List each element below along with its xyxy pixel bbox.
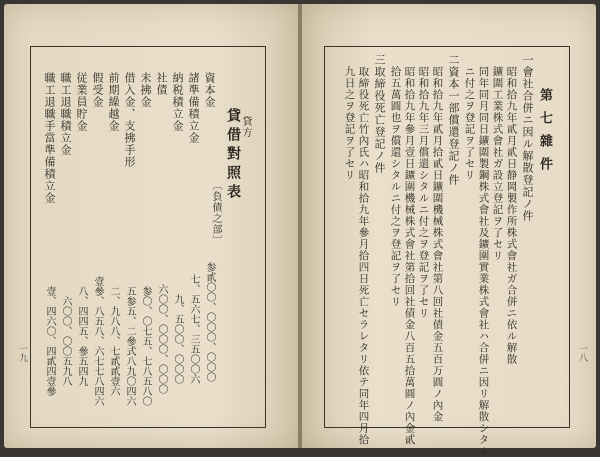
section-line: 昭和拾九年參月壹日鑛圍機械株式會社第拾回社債金八百五拾萬圓ノ內金貳 xyxy=(403,66,416,446)
right-page xyxy=(302,4,596,457)
ledger-amount: 参〇、〇七五、七八五八〇 xyxy=(140,286,151,406)
left-page xyxy=(4,4,298,448)
ledger-amount: 六〇〇、〇〇〇、〇〇〇 xyxy=(156,284,167,394)
ledger-label: 社債 xyxy=(155,72,168,96)
ledger-label: 前期繰越金 xyxy=(107,72,120,132)
ledger-amount: 九、五〇〇、〇〇〇 xyxy=(172,294,183,384)
section-line: 九日之ヲ登記ヲ了セリ xyxy=(343,66,356,181)
ledger-amount: 五参五、二參式八九〇四六 xyxy=(124,286,135,406)
ledger-amount: 壹、四六〇、四貳四壹參 xyxy=(44,286,55,396)
ledger-amount: 二、九八八、七貳貳壹六 xyxy=(108,286,119,396)
ledger-amount: 六〇〇、〇〇五九八 xyxy=(60,296,71,386)
ledger-amount: 八、四四五、參五四九 xyxy=(76,286,87,386)
ledger-amount: 七、五六七、三五〇〇六 xyxy=(188,274,199,384)
liabilities-section-label: 〔負債之部〕 xyxy=(210,180,221,246)
section-line: ニ付之ヲ登記ヲ了セリ xyxy=(463,66,476,181)
ledger-label: 諸準備積立金 xyxy=(187,72,200,144)
ledger-label: 従業員貯金 xyxy=(75,72,88,132)
ledger-label: 借入金、支拂手形 xyxy=(123,72,136,168)
ledger-label: 未拂金 xyxy=(139,72,152,108)
balance-sheet-title: 貸借對照表 xyxy=(225,108,241,203)
section-line: 取締役死亡竹內氏ハ昭和拾九年參月拾四日死亡セラレタリ依テ同年四月拾 xyxy=(357,66,370,446)
ledger-amount: 壹參、八五八、六七七八四六 xyxy=(92,276,103,406)
ledger-label: 納税積立金 xyxy=(171,72,184,132)
ledger-label: 假受金 xyxy=(91,72,104,108)
section-line: 同年同月同日鑛圍製鋼株式會社及鑛圍實業株式會社ハ合併ニ因リ解散シタル xyxy=(477,66,490,457)
page-number: 一八 xyxy=(577,344,587,362)
ledger-label: 職工退職手當準備積立金 xyxy=(43,72,56,204)
section-line: 拾五萬圓也ヲ償還シタルニ付之ヲ登記ヲ了セリ xyxy=(389,66,402,308)
section-title: 二資本一部償還登記ノ件 xyxy=(447,54,460,186)
section-line: 昭和拾九年貳月拾貳日鑛圍機械株式會社第八回社債金五百万圓ノ內金 xyxy=(431,66,444,423)
section-line: 昭和拾九年貳月貳日静岡製作所株式會社ガ合併ニ依ル解散 xyxy=(505,66,518,365)
page-number: 一九 xyxy=(17,344,27,362)
book-spread xyxy=(4,4,596,457)
section-title: 一會社合併ニ因ル解散登記ノ件 xyxy=(521,54,534,222)
section-line: 昭和拾九年三月償還シタルニ付之ヲ登記ヲ了セリ xyxy=(417,66,430,319)
section-line: 鑛圍工業株式會社ガ設立登記ヲ了セリ xyxy=(491,66,504,262)
ledger-amount: 参貳〇〇、〇〇〇、〇〇〇 xyxy=(204,262,215,382)
ledger-label: 職工退職積立金 xyxy=(59,72,72,156)
section-title: 三取締役死亡登記ノ件 xyxy=(373,54,386,174)
credit-side-label: 貸方 xyxy=(240,116,251,138)
chapter-heading: 第七雜件 xyxy=(537,88,552,180)
ledger-label: 資本金 xyxy=(203,72,216,108)
